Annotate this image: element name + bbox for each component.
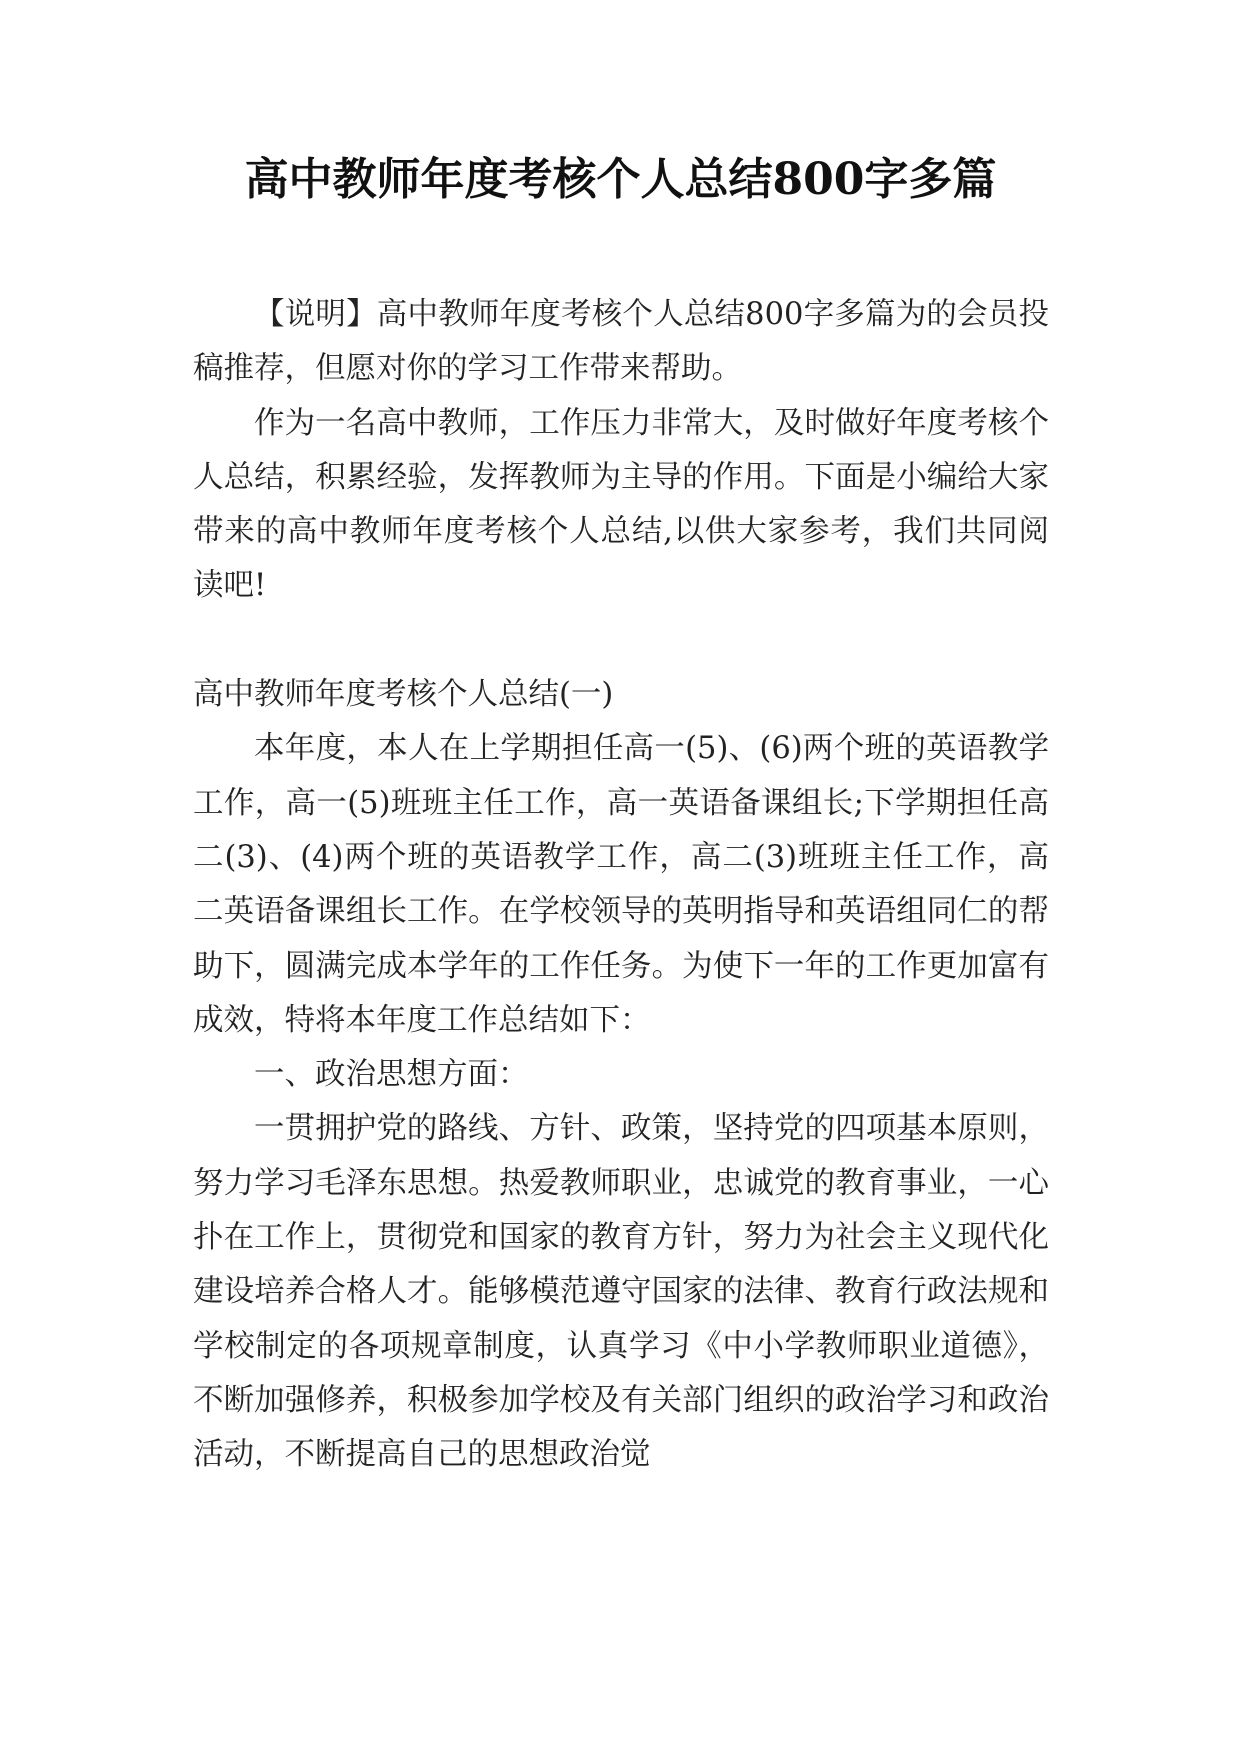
document-title: 高中教师年度考核个人总结800字多篇: [244, 154, 997, 205]
intro-paragraph-1: 【说明】高中教师年度考核个人总结800字多篇为的会员投稿推荐，但愿对你的学习工作带来帮助。: [193, 297, 1049, 387]
section-heading: 高中教师年度考核个人总结(一): [193, 677, 614, 713]
section-spacer: [193, 614, 1049, 668]
section-subheading: 一、政治思想方面：: [254, 1057, 529, 1093]
section-paragraph-1: 本年度，本人在上学期担任高一(5)、(6)两个班的英语教学工作，高一(5)班班主任工作，高一英语备课组长;下学期担任高二(3)、(4)两个班的英语教学工作，高二(3)班班主任工作，高二英语备课组长工作。在学校领导的英明指导和英语组同仁的帮助下，圆满完成本学年的工作任务。为使下一年的工作更加富有成效，特将本年度工作总结如下：: [193, 731, 1049, 1038]
document-body: [193, 288, 1049, 1483]
intro-paragraph-2: 作为一名高中教师，工作压力非常大，及时做好年度考核个人总结，积累经验，发挥教师为主导的作用。下面是小编给大家带来的高中教师年度考核个人总结,以供大家参考，我们共同阅读吧!: [193, 405, 1049, 604]
section-paragraph-2: 一贯拥护党的路线、方针、政策，坚持党的四项基本原则，努力学习毛泽东思想。热爱教师职业，忠诚党的教育事业，一心扑在工作上，贯彻党和国家的教育方针，努力为社会主义现代化建设培养合格人才。能够模范遵守国家的法律、教育行政法规和学校制定的各项规章制度，认真学习《中小学教师职业道德》，不断加强修养，积极参加学校及有关部门组织的政治学习和政治活动，不断提高自己的思想政治觉: [193, 1111, 1049, 1473]
